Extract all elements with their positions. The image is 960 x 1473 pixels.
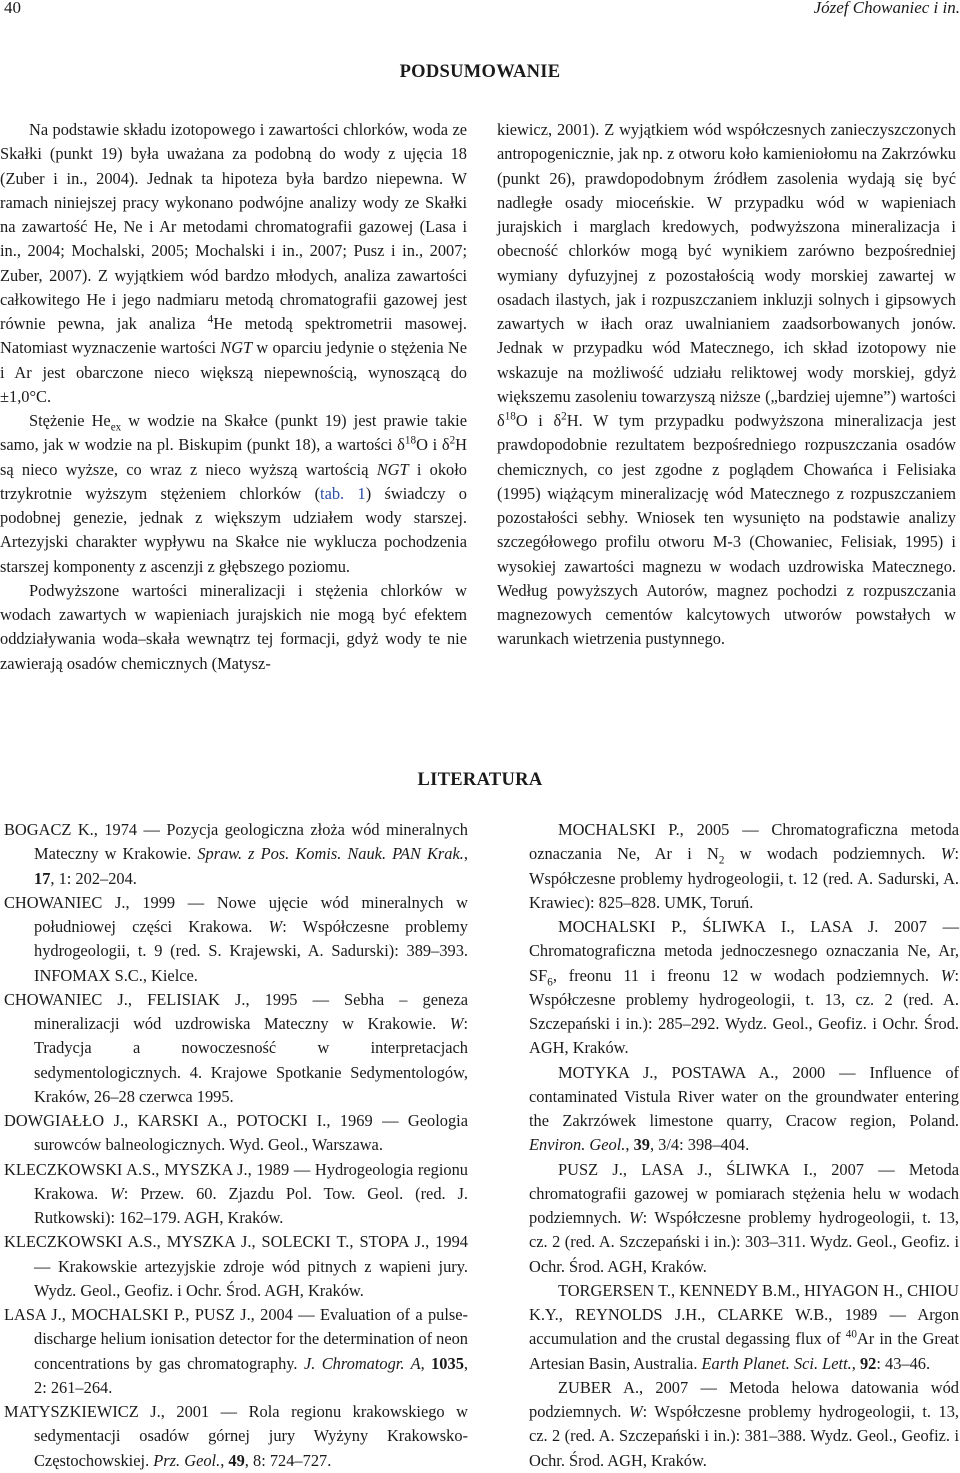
- running-head: Józef Chowaniec i in.: [813, 0, 960, 17]
- references-right-column: [497, 818, 959, 1473]
- reference-entry: KLECZKOWSKI A.S., MYSZKA J., SOLECKI T., STOPA J., 1994 — Krakowskie artezyjskie zdroje wód pitnych z wapieni jury. Wydz. Geol., Geofiz. i Ochr. Środ. AGH, Kraków.: [4, 1232, 468, 1300]
- reference-entry: BOGACZ K., 1974 — Pozycja geologiczna złoża wód mineralnych Mateczny w Krakowie. Spraw. z Pos. Komis. Nauk. PAN Krak., 17, 1: 202–204.: [4, 820, 468, 888]
- reference-entry: ZUBER A., 2007 — Metoda helowa datowania wód podziemnych. W: Współczesne problemy hydrogeologii, t. 13, cz. 2 (red. A. Szczepański i in.): 381–388. Wydz. Geol., Geofiz. i Ochr. Środ. AGH, Kraków.: [529, 1377, 959, 1470]
- reference-entry: MOCHALSKI P., 2005 — Chromatograficzna metoda oznaczania Ne, Ar i $N_2$ w wodach podziemnych. W: Współczesne problemy hydrogeologii, t. 12 (red. A. Sadurski, A. Krawiec): 825–828. UMK, Toruń.: [529, 820, 959, 912]
- reference-entry: LASA J., MOCHALSKI P., PUSZ J., 2004 — Evaluation of a pulse-discharge helium ionisation detector for the determination of neon concentrations by gas chromatography. J. Chromatogr. A, 1035, 2: 261–264.: [4, 1305, 468, 1397]
- reference-entry: MOTYKA J., POSTAWA A., 2000 — Influence of contaminated Vistula River water on the groundwater entering the Zakrzówek limestone quarry, Cracow region, Poland. Environ. Geol., 39, 3/4: 398–404.: [529, 1062, 959, 1155]
- section-title-literature: LITERATURA: [417, 770, 543, 790]
- page-header: [0, 0, 960, 22]
- reference-entry: MATYSZKIEWICZ J., 2001 — Rola regionu krakowskiego w sedymentacji osadów górnej jury Wyżyny Krakowsko-Częstochowskiej. Prz. Geol., 49, 8: 724–727.: [4, 1402, 468, 1470]
- reference-entry: DOWGIAŁŁO J., KARSKI A., POTOCKI I., 1969 — Geologia surowców balneologicznych. Wyd. Geol., Warszawa.: [4, 1111, 468, 1155]
- summary-paragraph-1: Na podstawie składu izotopowego i zawartości chlorków, woda ze Skałki (punkt 19) była uważana za podobną do wody z ujęcia 18 (Zuber i in., 2004). Jednak ta hipoteza była bardzo niepewna. W ramach niniejszej pracy wykonano podwójne analizy wody ze Skałki na zawartość He, Ne i Ar metodami chromatografii gazowej (Lasa i in., 2004; Mochalski, 2005; Mochalski i in., 2007; Pusz i in., 2007; Zuber, 2007). Z wyjątkiem wód bardzo młodych, analiza zawartości całkowitego He i jego nadmiaru metodą chromatografii gazowej jest równie pewna, jak analiza $^4$He metodą spektrometrii masowej. Natomiast wyznaczenie wartości NGT w oparciu jedynie o stężenia Ne i Ar jest obarczone nieco większą niepewnością, wynoszącą do ±1,0°C.: [0, 120, 467, 406]
- summary-left-column: [0, 118, 467, 676]
- summary-right-column: [497, 118, 956, 652]
- references-left-column: [0, 818, 468, 1473]
- reference-entry: PUSZ J., LASA J., ŚLIWKA I., 2007 — Metoda chromatografii gazowej w pomiarach stężenia helu w wodach podziemnych. W: Współczesne problemy hydrogeologii, t. 13, cz. 2 (red. A. Szczepański i in.): 303–311. Wydz. Geol., Geofiz. i Ochr. Środ. AGH, Kraków.: [529, 1159, 959, 1276]
- reference-entry: KLECZKOWSKI A.S., MYSZKA J., 1989 — Hydrogeologia regionu Krakowa. W: Przew. 60. Zjazdu Pol. Tow. Geol. (red. J. Rutkowski): 162–179. AGH, Kraków.: [4, 1159, 468, 1227]
- summary-paragraph-3: Podwyższone wartości mineralizacji i stężenia chlorków w wodach zawartych w wapieniach jurajskich nie mogą być efektem oddziaływania woda–skała wewnątrz tej formacji, gdyż wody te nie zawierają osadów chemicznych (Matysz-: [0, 580, 467, 673]
- section-title-summary: PODSUMOWANIE: [399, 62, 561, 82]
- page-number: 40: [4, 0, 21, 17]
- reference-entry: MOCHALSKI P., ŚLIWKA I., LASA J. 2007 — Chromatograficzna metoda jednoczesnego oznaczania Ne, Ar, $SF_6$, freonu 11 i freonu 12 w wodach podziemnych. W: Współczesne problemy hydrogeologii, t. 13, cz. 2 (red. A. Szczepański i in.): 285–292. Wydz. Geol., Geofiz. i Ochr. Środ. AGH, Kraków.: [529, 917, 959, 1058]
- summary-paragraph-2: Stężenie $He_{ex}$ w wodzie na Skałce (punkt 19) jest prawie takie samo, jak w wodzie na pl. Biskupim (punkt 18), a wartości $\delta^{18}O$ i $\delta^2H$ są nieco wyższe, co wraz z nieco wyższą wartością NGT i około trzykrotnie wyższym stężeniem chlorków (tab. 1) świadczy o podobnej genezie, jednak z większym udziałem wody starszej. Artezyjski charakter wypływu na Skałce nie wyklucza pochodzenia starszej komponenty z ascenzji z głębszego poziomu.: [0, 411, 467, 576]
- reference-entry: CHOWANIEC J., 1999 — Nowe ujęcie wód mineralnych w południowej części Krakowa. W: Współczesne problemy hydrogeologii, t. 9 (red. S. Krajewski, A. Sadurski): 389–393. INFOMAX S.C., Kielce.: [4, 892, 468, 985]
- table-reference-link[interactable]: tab. 1: [320, 483, 366, 503]
- summary-paragraph-3-continued: kiewicz, 2001). Z wyjątkiem wód współczesnych zanieczyszczonych antropogenicznie, jak np. z otworu koło kamieniołomu na Zakrzówku (punkt 26), prawdopodobnym źródłem zasolenia wydają się być nadległe osady mioceńskie. W przypadku wód w wapieniach jurajskich i marglach kredowych, podwyższona mineralizacja i obecność chlorków mogą być wynikiem zarówno bezpośredniej wymiany dyfuzyjnej z pozostałością wody morskiej zawartej w osadach ilastych, jak i rozpuszczaniem inkluzji solnych i gipsowych zawartych w iłach oraz uwalnianiem zaadsorbowanych jonów. Jednak w przypadku wód Matecznego, ich skład izotopowy nie wskazuje na możliwość udziału reliktowej wody morskiej, gdyż większemu zasoleniu towarzyszą niższe („bardziej ujemne”) wartości $\delta^{18}O$ i $\delta^2H$. W tym przypadku podwyższona mineralizacja jest prawdopodobnie rezultatem bezpośredniego rozpuszczania osadów chemicznych, co jest zgodne z poglądem Chowańca i Felisiaka (1995) wiążącym mineralizację wód Matecznego z rozpuszczaniem pozostałości sebhy. Wniosek ten wysunięto na podstawie analizy szczegółowego profilu otworu M-3 (Chowaniec, Felisiak, 1995) i wysokiej zawartości magnezu w wodach uzdrowiska Matecznego. Według powyższych Autorów, magnez pochodzi z rozpuszczania magnezowych cementów kalcytowych utworów powstałych w warunkach wietrzenia pustynnego.: [497, 120, 956, 649]
- reference-entry: TORGERSEN T., KENNEDY B.M., HIYAGON H., CHIOU K.Y., REYNOLDS J.H., CLARKE W.B., 1989 — Argon accumulation and the crustal degassing flux of $^{40}$Ar in the Great Artesian Basin, Australia. Earth Planet. Sci. Lett., 92: 43–46.: [529, 1280, 959, 1373]
- reference-entry: CHOWANIEC J., FELISIAK J., 1995 — Sebha – geneza mineralizacji wód uzdrowiska Mateczny w Krakowie. W: Tradycja a nowoczesność w interpretacjach sedymentologicznych. 4. Krajowe Spotkanie Sedymentologów, Kraków, 26–28 czerwca 1995.: [4, 989, 468, 1106]
